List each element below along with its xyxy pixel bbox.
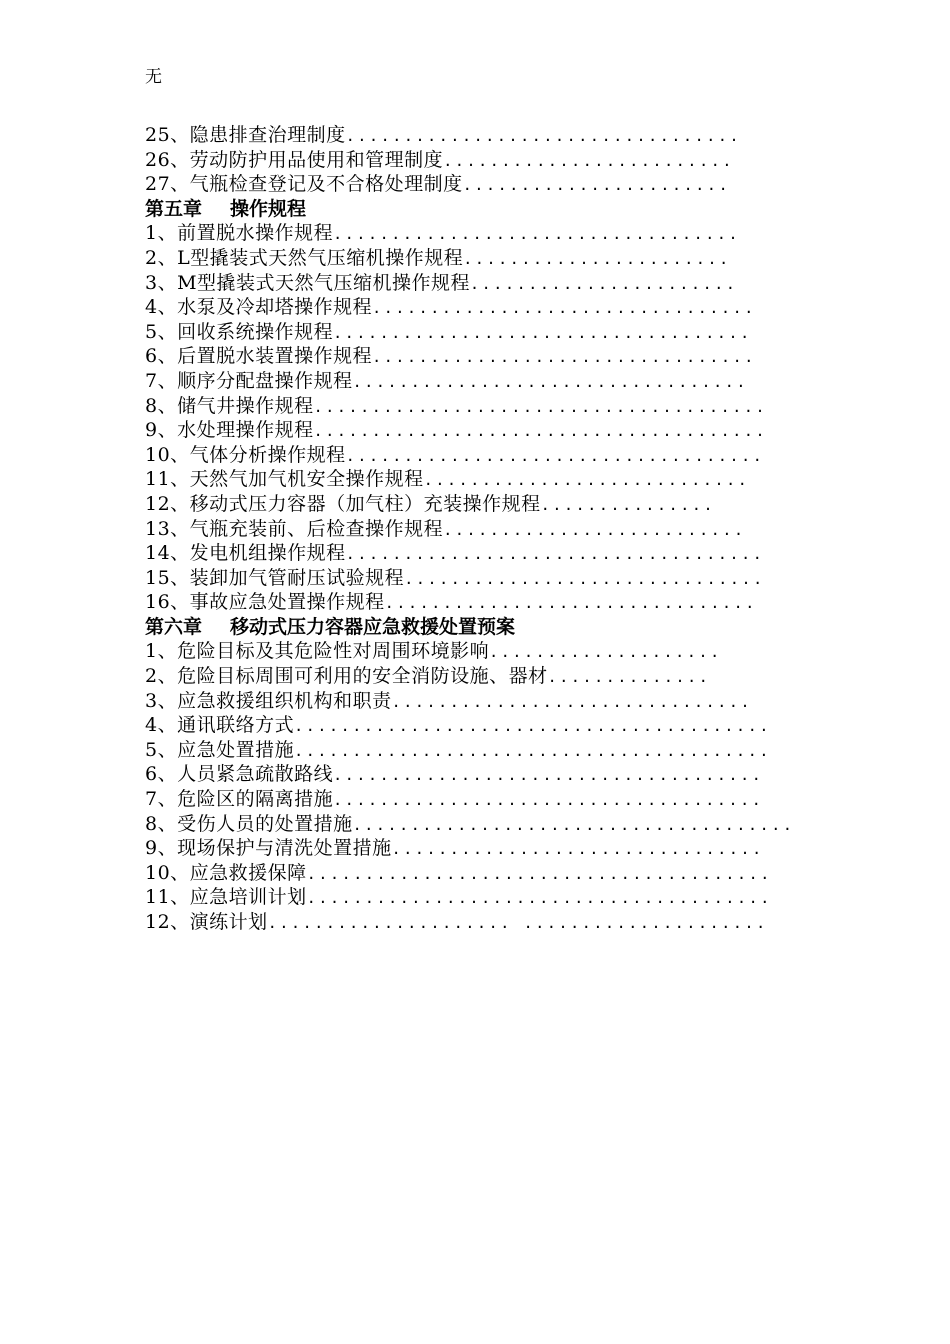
toc-entry <box>145 541 805 566</box>
toc-leader-dots: ................................. <box>372 299 756 318</box>
toc-leader-dots: .................... <box>489 643 722 662</box>
toc-leader-dots: ....................... <box>462 176 731 195</box>
toc-entry-label: 9、水处理操作规程 <box>145 419 314 442</box>
toc-entry <box>145 812 805 837</box>
toc-entry <box>145 295 805 320</box>
toc-entry <box>145 664 805 689</box>
toc-entry-label: 4、水泵及冷却塔操作规程 <box>145 296 373 319</box>
toc-entry-label: 2、危险目标周围可利用的安全消防设施、器材 <box>145 665 548 688</box>
toc-leader-dots: ....................... <box>463 249 731 268</box>
toc-leader-dots: ................................. <box>372 348 756 367</box>
toc-entry <box>145 738 805 763</box>
toc-entry-label: 7、顺序分配盘操作规程 <box>145 369 353 392</box>
toc-leader-dots: ............................... <box>391 692 753 711</box>
toc-leader-dots: ...................................... <box>352 815 795 834</box>
toc-entry-label: 8、受伤人员的处置措施 <box>145 812 353 835</box>
toc-leader-dots: .................................... <box>345 446 765 465</box>
toc-entry-label: 4、通讯联络方式 <box>145 714 295 737</box>
toc-entry <box>145 394 805 419</box>
toc-entry <box>145 492 805 517</box>
toc-entry-label: 5、应急处置措施 <box>145 738 295 761</box>
toc-entry <box>145 885 805 910</box>
toc-leader-dots: ........................................ <box>306 889 772 908</box>
toc-entry <box>145 836 805 861</box>
toc-entry-label: 13、气瓶充装前、后检查操作规程 <box>145 517 444 540</box>
toc-entry-label: 1、危险目标及其危险性对周围环境影响 <box>145 640 490 663</box>
toc-entry <box>145 320 805 345</box>
toc-leader-dots: .................................... <box>345 545 765 564</box>
toc-leader-dots: ....................................... <box>313 397 768 416</box>
toc-entry <box>145 566 805 591</box>
toc-entry-label: 5、回收系统操作规程 <box>145 320 334 343</box>
toc-leader-dots: .................................... <box>333 323 752 342</box>
toc-entry-label: 6、后置脱水装置操作规程 <box>145 345 373 368</box>
chapter-number: 第六章 <box>145 615 203 638</box>
toc-entry-label: 12、移动式压力容器（加气柱）充装操作规程 <box>145 492 541 515</box>
toc-leader-dots: .................................. <box>345 127 742 145</box>
toc-entry-label: 6、人员紧急疏散路线 <box>145 763 334 786</box>
toc-entry <box>145 221 805 246</box>
toc-leader-dots: ......................... <box>443 151 734 170</box>
toc-leader-dots: ..................................... <box>333 766 764 785</box>
toc-entry <box>145 910 805 935</box>
toc-entry <box>145 590 805 615</box>
toc-entry-label: 9、现场保护与清洗处置措施 <box>145 837 392 860</box>
toc-entry <box>145 246 805 271</box>
toc-entry <box>145 369 805 394</box>
toc-entry-label: 27、气瓶检查登记及不合格处理制度 <box>145 173 463 196</box>
toc-entry <box>145 689 805 714</box>
toc-leader-dots: ................................ <box>384 594 757 613</box>
toc-entry-label: 8、储气井操作规程 <box>145 394 314 417</box>
toc-entry-label: 3、M型撬装式天然气压缩机操作规程 <box>145 271 471 294</box>
toc-entry-label: 2、L型撬装式天然气压缩机操作规程 <box>145 246 464 269</box>
chapter-heading <box>145 615 805 640</box>
toc-entry <box>145 123 805 148</box>
toc-leader-dots: ........................................ <box>306 864 772 883</box>
toc-entry-label: 16、事故应急处置操作规程 <box>145 591 385 614</box>
toc-entry-label: 7、危险区的隔离措施 <box>145 788 334 811</box>
toc-entry-label: 15、装卸加气管耐压试验规程 <box>145 566 405 589</box>
toc-entry-label: 10、气体分析操作规程 <box>145 443 346 466</box>
toc-entry-label: 3、应急救援组织机构和职责 <box>145 689 392 712</box>
toc-leader-dots: ......................................... <box>294 717 771 736</box>
toc-leader-dots: .............. <box>547 668 711 687</box>
chapter-title: 操作规程 <box>230 197 307 220</box>
toc-entry <box>145 467 805 492</box>
toc-entry <box>145 787 805 812</box>
toc-entry-label: 11、应急培训计划 <box>145 886 307 909</box>
toc-entry-label: 25、隐患排查治理制度 <box>145 124 346 146</box>
toc-entry-label: 14、发电机组操作规程 <box>145 542 346 565</box>
toc-leader-dots: ......................................... <box>294 741 771 760</box>
toc-leader-dots: .................................. <box>352 372 749 391</box>
toc-entry <box>145 443 805 468</box>
chapter-heading <box>145 197 805 222</box>
toc-entry-label: 12、演练计划 <box>145 911 268 933</box>
toc-leader-dots: ................................... <box>333 225 741 244</box>
toc-entry <box>145 344 805 369</box>
toc-entry <box>145 713 805 738</box>
toc-leader-dots: ....................................... <box>313 422 768 441</box>
toc-entry <box>145 861 805 886</box>
toc-entry <box>145 639 805 664</box>
toc-leader-dots: ..................................... <box>333 791 764 810</box>
chapter-title: 移动式压力容器应急救援处置预案 <box>230 615 516 638</box>
toc-entry <box>145 271 805 296</box>
toc-leader-dots: ....................... <box>470 274 738 293</box>
chapter-number: 第五章 <box>145 197 203 220</box>
toc-leader-dots: .......................... <box>443 520 746 539</box>
toc-entry <box>145 517 805 542</box>
toc-entry-label: 1、前置脱水操作规程 <box>145 222 334 245</box>
toc-entry-label: 11、天然气加气机安全操作规程 <box>145 468 424 491</box>
table-of-contents <box>145 123 805 935</box>
toc-entry <box>145 148 805 173</box>
toc-entry-label: 26、劳动防护用品使用和管理制度 <box>145 148 444 171</box>
toc-leader-dots: ............................ <box>423 471 750 490</box>
toc-leader-dots: ............... <box>540 495 716 514</box>
toc-leader-dots: ............................... <box>404 569 765 588</box>
toc-entry <box>145 418 805 443</box>
toc-leader-dots: ................................ <box>391 840 764 859</box>
page-header: 无 <box>145 67 162 87</box>
toc-entry <box>145 172 805 197</box>
toc-entry-label: 10、应急救援保障 <box>145 861 307 884</box>
toc-entry <box>145 762 805 787</box>
toc-leader-dots: ..................... ..................... <box>267 914 768 932</box>
